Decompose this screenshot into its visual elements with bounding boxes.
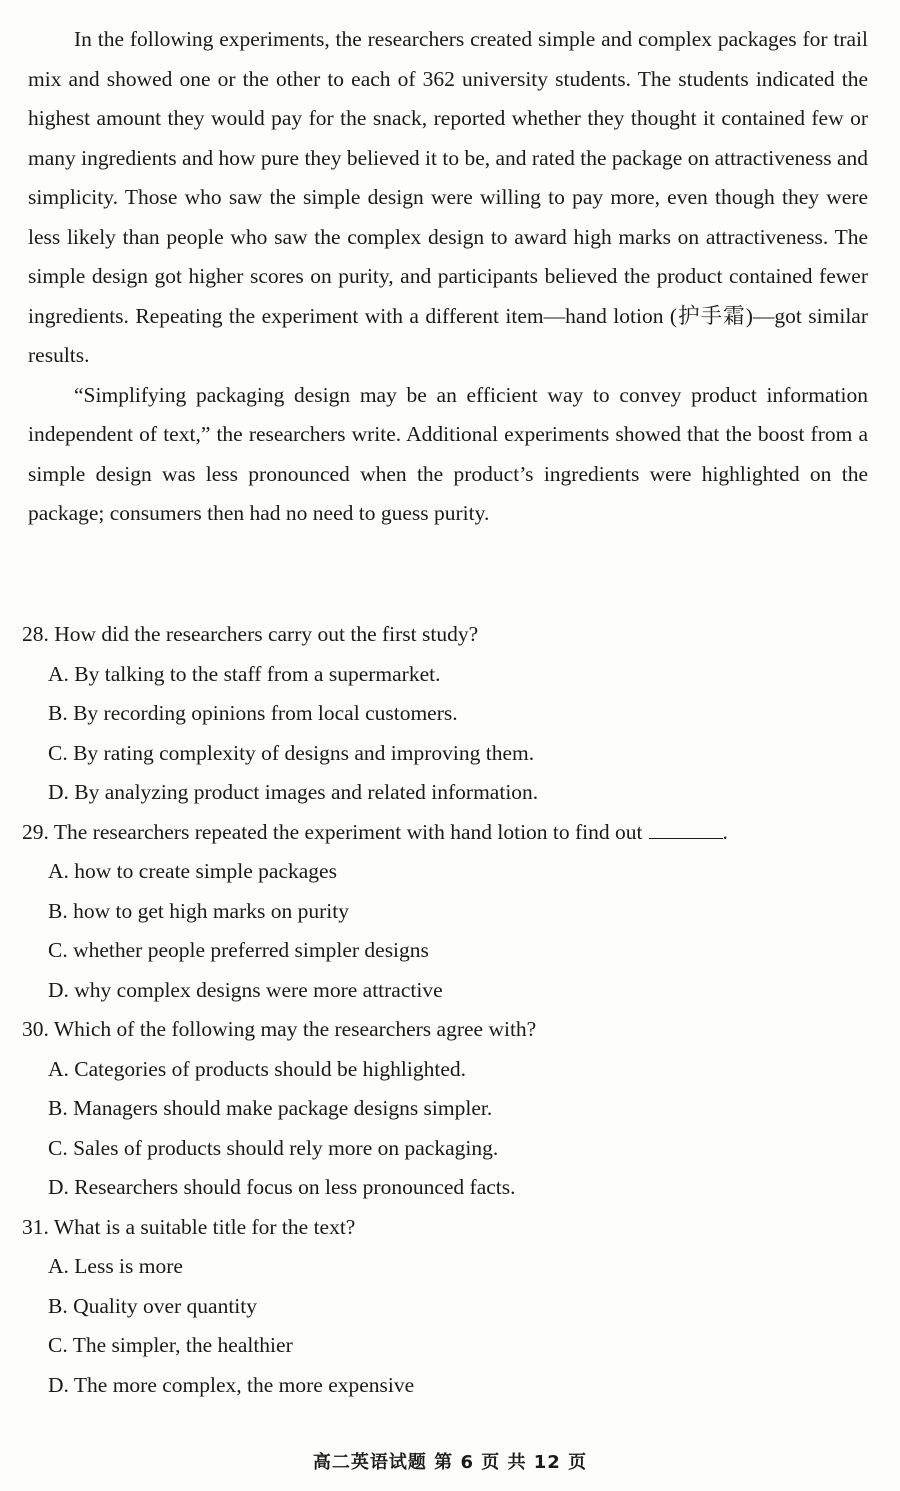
question-stem: 31. What is a suitable title for the text? bbox=[22, 1214, 356, 1239]
option-d: D. why complex designs were more attractive bbox=[48, 977, 443, 1002]
option-list bbox=[22, 655, 872, 813]
question-31 bbox=[22, 1208, 872, 1406]
passage-paragraph-2: “Simplifying packaging design may be an efficient way to convey product information independent of text,” the researchers write. Additional experiments showed that the boost from a simple design was less pronounced when the product’s ingredients were highlighted on the package; consumers then had no need to guess purity. bbox=[28, 382, 868, 525]
question-29 bbox=[22, 813, 872, 1011]
option-b: B. Quality over quantity bbox=[48, 1293, 257, 1318]
option-a: A. Less is more bbox=[48, 1254, 183, 1278]
option-list bbox=[22, 852, 872, 1010]
option-c: C. The simpler, the healthier bbox=[48, 1333, 293, 1357]
option-a: A. By talking to the staff from a supermarket. bbox=[48, 661, 441, 686]
option-c: C. whether people preferred simpler designs bbox=[48, 938, 429, 962]
answer-blank bbox=[649, 820, 723, 839]
page-footer: 高二英语试题 第 6 页 共 12 页 bbox=[312, 1452, 588, 1473]
option-d: D. The more complex, the more expensive bbox=[48, 1372, 415, 1397]
question-stem: 28. How did the researchers carry out the first study? bbox=[22, 622, 479, 646]
option-a: A. Categories of products should be highlighted. bbox=[48, 1056, 466, 1081]
option-d: D. Researchers should focus on less pronounced facts. bbox=[48, 1175, 516, 1199]
question-stem-end: . bbox=[722, 819, 728, 844]
question-stem: 30. Which of the following may the researchers agree with? bbox=[22, 1017, 537, 1041]
question-stem: 29. The researchers repeated the experiment with hand lotion to find out bbox=[22, 819, 643, 844]
option-b: B. how to get high marks on purity bbox=[48, 898, 349, 923]
option-c: C. By rating complexity of designs and improving them. bbox=[48, 740, 535, 765]
reading-passage bbox=[28, 20, 868, 534]
question-30 bbox=[22, 1010, 872, 1208]
option-d: D. By analyzing product images and related information. bbox=[48, 780, 539, 804]
option-b: B. By recording opinions from local customers. bbox=[48, 701, 458, 725]
option-c: C. Sales of products should rely more on packaging. bbox=[48, 1135, 499, 1160]
option-b: B. Managers should make package designs simpler. bbox=[48, 1096, 493, 1120]
option-list bbox=[22, 1247, 872, 1405]
question-28 bbox=[22, 615, 872, 813]
question-stem-line bbox=[22, 813, 872, 853]
option-a: A. how to create simple packages bbox=[48, 859, 337, 883]
option-list bbox=[22, 1050, 872, 1208]
passage-paragraph-1: In the following experiments, the researchers created simple and complex packages for trail mix and showed one or the other to each of 362 university students. The students indicated the highest amount they would pay for the snack, reported whether they thought it contained few or many ingredients and how pure they believed it to be, and rated the package on attractiveness and simplicity. Those who saw the simple design were willing to pay more, even though they were less likely than people who saw the complex design to award high marks on attractiveness. The simple design got higher scores on purity, and participants believed the product contained fewer ingredients. Repeating the experiment with a different item—hand lotion (护手霜)—got similar results. bbox=[28, 27, 868, 367]
question-list bbox=[22, 615, 872, 1405]
